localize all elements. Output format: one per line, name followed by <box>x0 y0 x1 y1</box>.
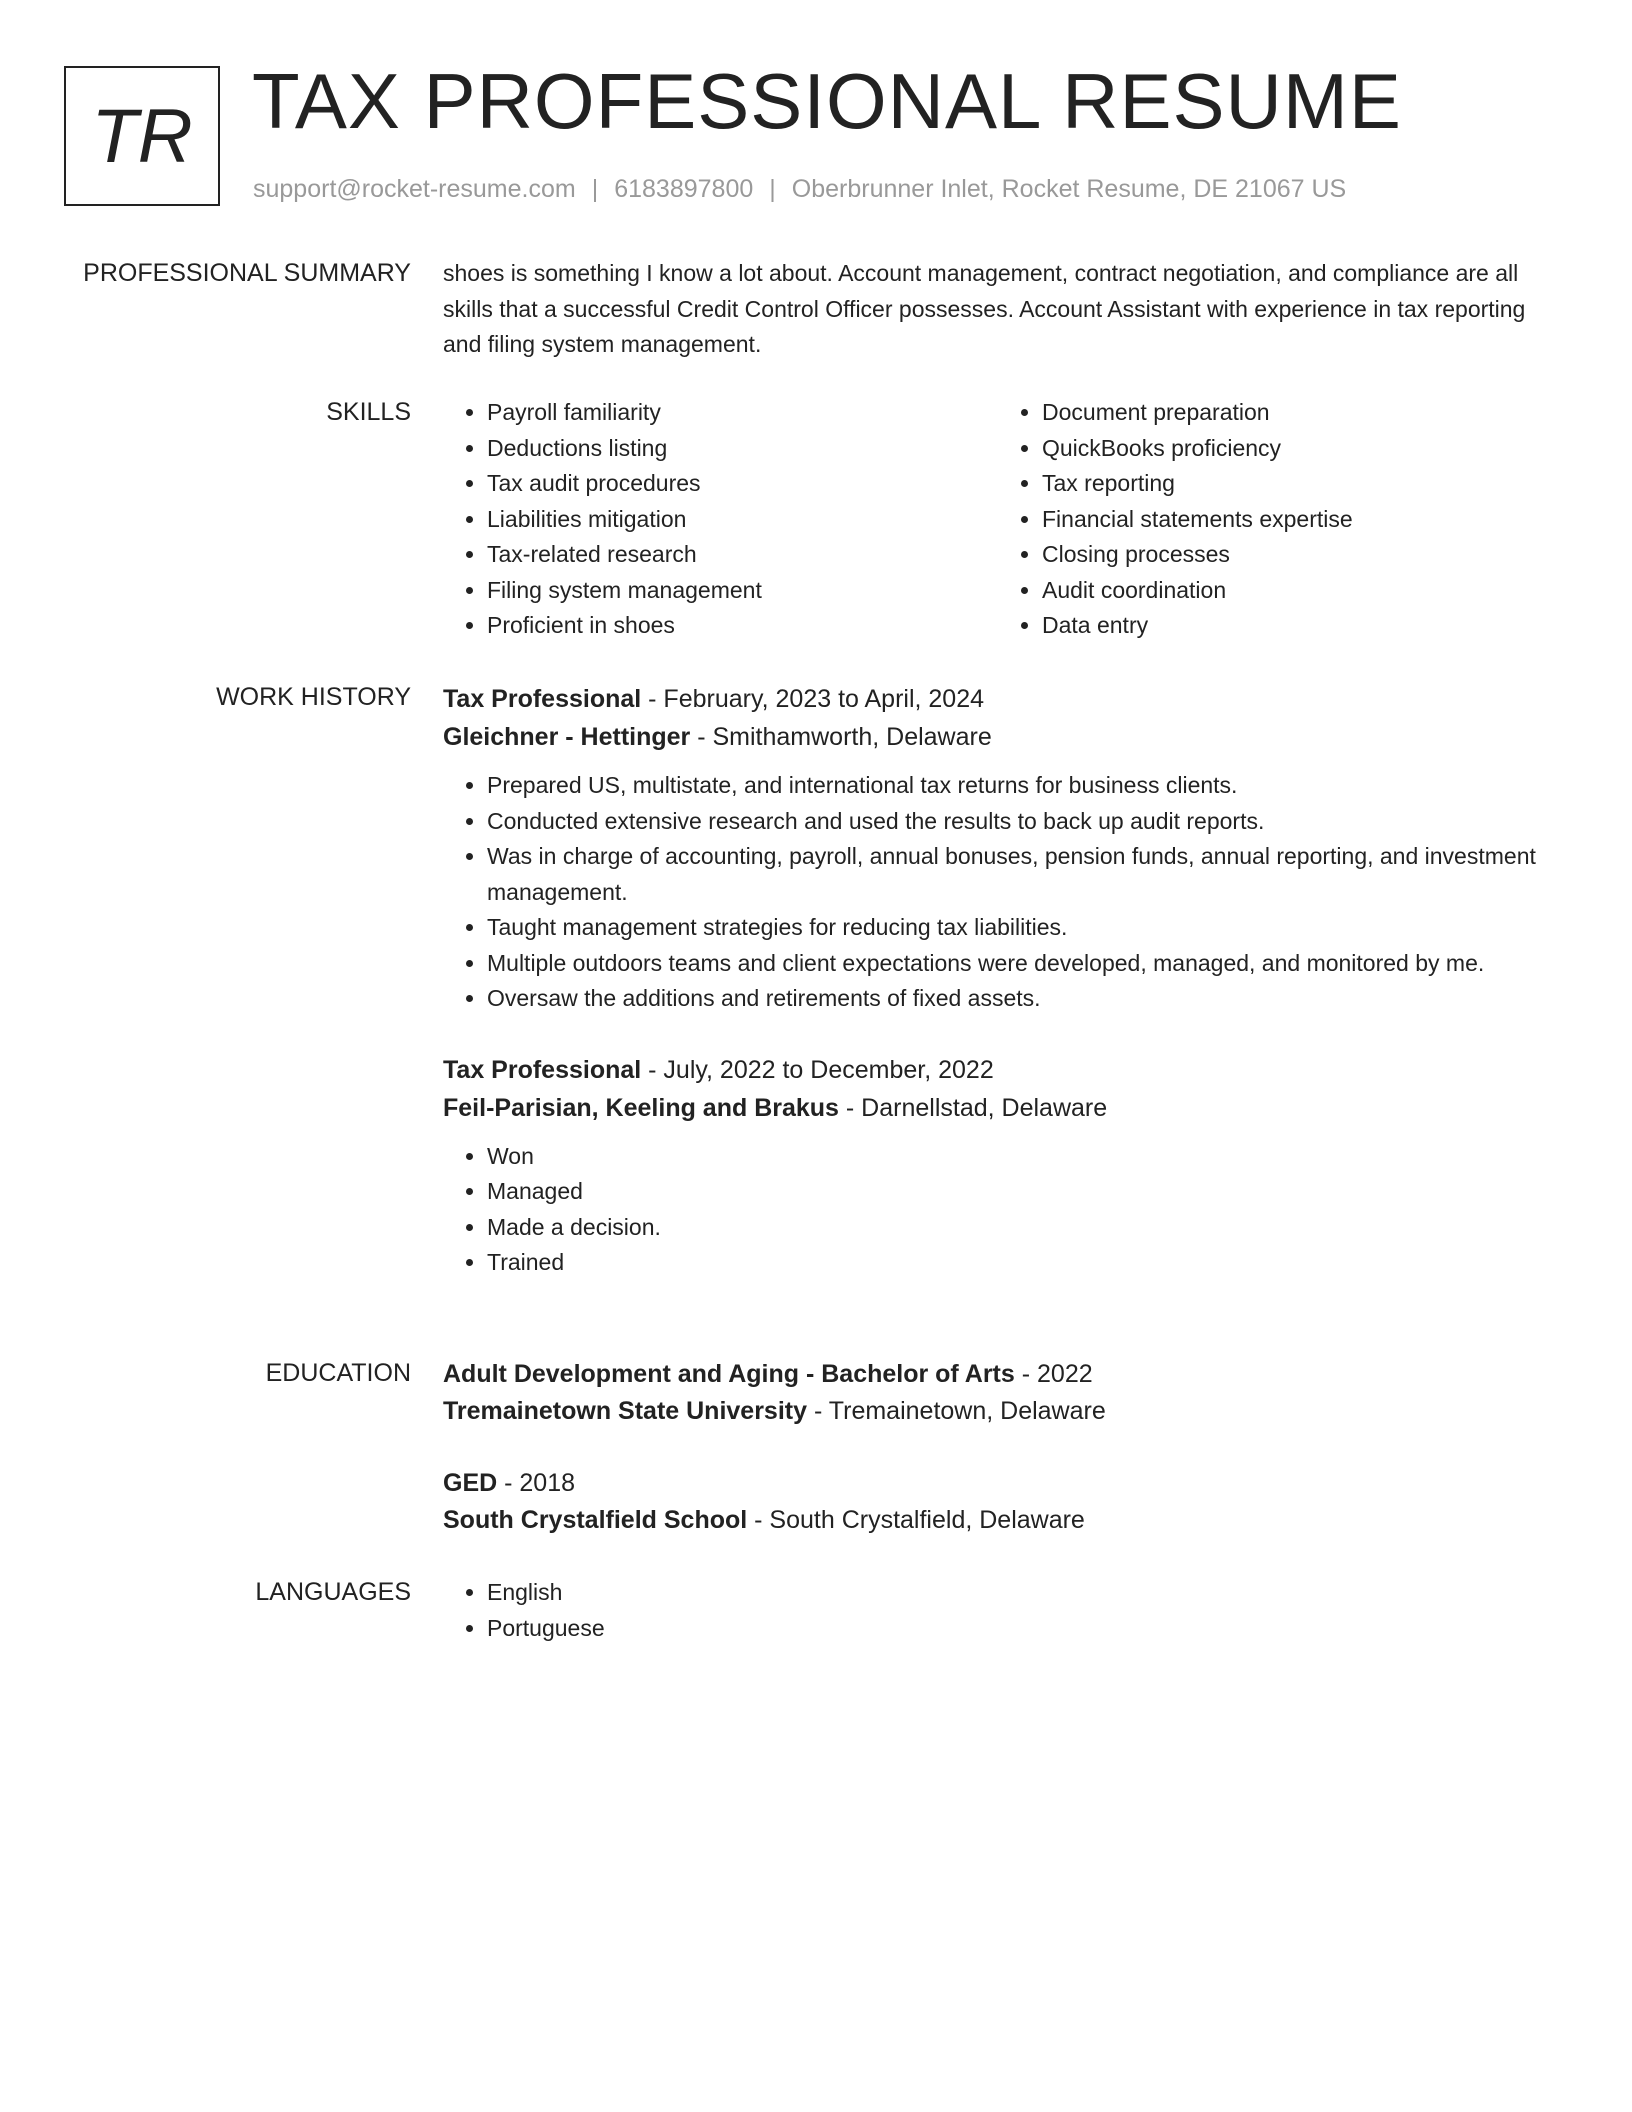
employer-name: Gleichner - Hettinger <box>443 723 691 751</box>
list-item: • Document preparation <box>1042 395 1553 431</box>
separator: | <box>769 175 776 203</box>
employer-location: - Darnellstad, Delaware <box>838 1093 1108 1122</box>
job-dates: - February, 2023 to April, 2024 <box>641 685 985 713</box>
list-item: • QuickBooks proficiency <box>1042 431 1553 467</box>
job-bullets <box>443 1139 1553 1281</box>
phone-text: 6183897800 <box>614 175 754 203</box>
list-item: • Tax-related research <box>487 537 998 573</box>
employer-location: - Smithamworth, Delaware <box>690 723 992 751</box>
list-item: • Tax audit procedures <box>487 466 998 502</box>
list-item: • Multiple outdoors teams and client expectations were developed, managed, and monitored by me. <box>487 946 1553 982</box>
education-heading: EDUCATION <box>265 1359 411 1387</box>
education-entry <box>443 1465 1553 1539</box>
degree-name: GED <box>443 1469 498 1497</box>
list-item: • Oversaw the additions and retirements of fixed assets. <box>487 981 1553 1017</box>
list-item: • Liabilities mitigation <box>487 502 998 538</box>
list-item: • English <box>487 1575 1553 1611</box>
school-name: South Crystalfield School <box>443 1506 748 1534</box>
job-title-line <box>443 1051 1553 1089</box>
list-item: • Made a decision. <box>487 1210 1553 1246</box>
degree-line <box>443 1465 1553 1502</box>
list-item: • Conducted extensive research and used the results to back up audit reports. <box>487 804 1553 840</box>
list-item: • Filing system management <box>487 573 998 609</box>
separator: | <box>591 175 599 203</box>
skills-heading: SKILLS <box>326 398 411 426</box>
list-item: • Portuguese <box>487 1611 1553 1647</box>
job-employer-line <box>443 1089 1553 1127</box>
address-text: Oberbrunner Inlet, Rocket Resume, DE 21067 US <box>791 175 1347 203</box>
list-item: • Audit coordination <box>1042 573 1553 609</box>
education-entry <box>443 1356 1553 1430</box>
languages-list <box>443 1575 1553 1646</box>
degree-name: Adult Development and Aging - Bachelor of Arts <box>443 1360 1015 1388</box>
employer-name: Feil-Parisian, Keeling and Brakus <box>443 1093 839 1122</box>
degree-year: - 2018 <box>497 1469 576 1497</box>
list-item: • Won <box>487 1139 1553 1175</box>
skills-list-left <box>443 395 998 644</box>
school-line <box>443 1502 1553 1539</box>
school-location: - Tremainetown, Delaware <box>807 1397 1106 1425</box>
list-item: • Payroll familiarity <box>487 395 998 431</box>
job-title: Tax Professional <box>443 1055 642 1084</box>
degree-line <box>443 1356 1553 1393</box>
job-title: Tax Professional <box>443 685 642 713</box>
list-item: • Taught management strategies for reducing tax liabilities. <box>487 910 1553 946</box>
job-title-line <box>443 680 1553 718</box>
contact-line <box>253 172 1346 206</box>
job-dates: - July, 2022 to December, 2022 <box>641 1055 994 1084</box>
summary-text: shoes is something I know a lot about. Account management, contract negotiation, and compliance are all skills that a successful Credit Control Officer possesses. Account Assistant with experience in tax reporting and filing system management. <box>443 260 1526 357</box>
work-history-heading: WORK HISTORY <box>216 683 411 711</box>
list-item: • Prepared US, multistate, and international tax returns for business clients. <box>487 768 1553 804</box>
list-item: • Financial statements expertise <box>1042 502 1553 538</box>
list-item: • Deductions listing <box>487 431 998 467</box>
list-item: • Tax reporting <box>1042 466 1553 502</box>
degree-year: - 2022 <box>1014 1360 1093 1388</box>
school-line <box>443 1393 1553 1430</box>
skills-list-right <box>998 395 1553 644</box>
list-item: • Closing processes <box>1042 537 1553 573</box>
list-item: • Trained <box>487 1245 1553 1281</box>
job-entry <box>443 680 1553 1017</box>
list-item: • Data entry <box>1042 608 1553 644</box>
school-name: Tremainetown State University <box>443 1397 808 1425</box>
list-item: • Was in charge of accounting, payroll, annual bonuses, pension funds, annual reporting, and investment management. <box>487 839 1553 910</box>
job-bullets <box>443 768 1553 1017</box>
job-entry <box>443 1051 1553 1281</box>
job-employer-line <box>443 718 1553 756</box>
page-title: TAX PROFESSIONAL RESUME <box>252 57 1402 145</box>
list-item: • Managed <box>487 1174 1553 1210</box>
list-item: • Proficient in shoes <box>487 608 998 644</box>
school-location: - South Crystalfield, Delaware <box>747 1506 1085 1534</box>
monogram-logo: TR <box>64 66 220 206</box>
summary-heading: PROFESSIONAL SUMMARY <box>83 259 411 287</box>
languages-heading: LANGUAGES <box>255 1578 411 1606</box>
email-text: support@rocket-resume.com <box>253 175 576 203</box>
